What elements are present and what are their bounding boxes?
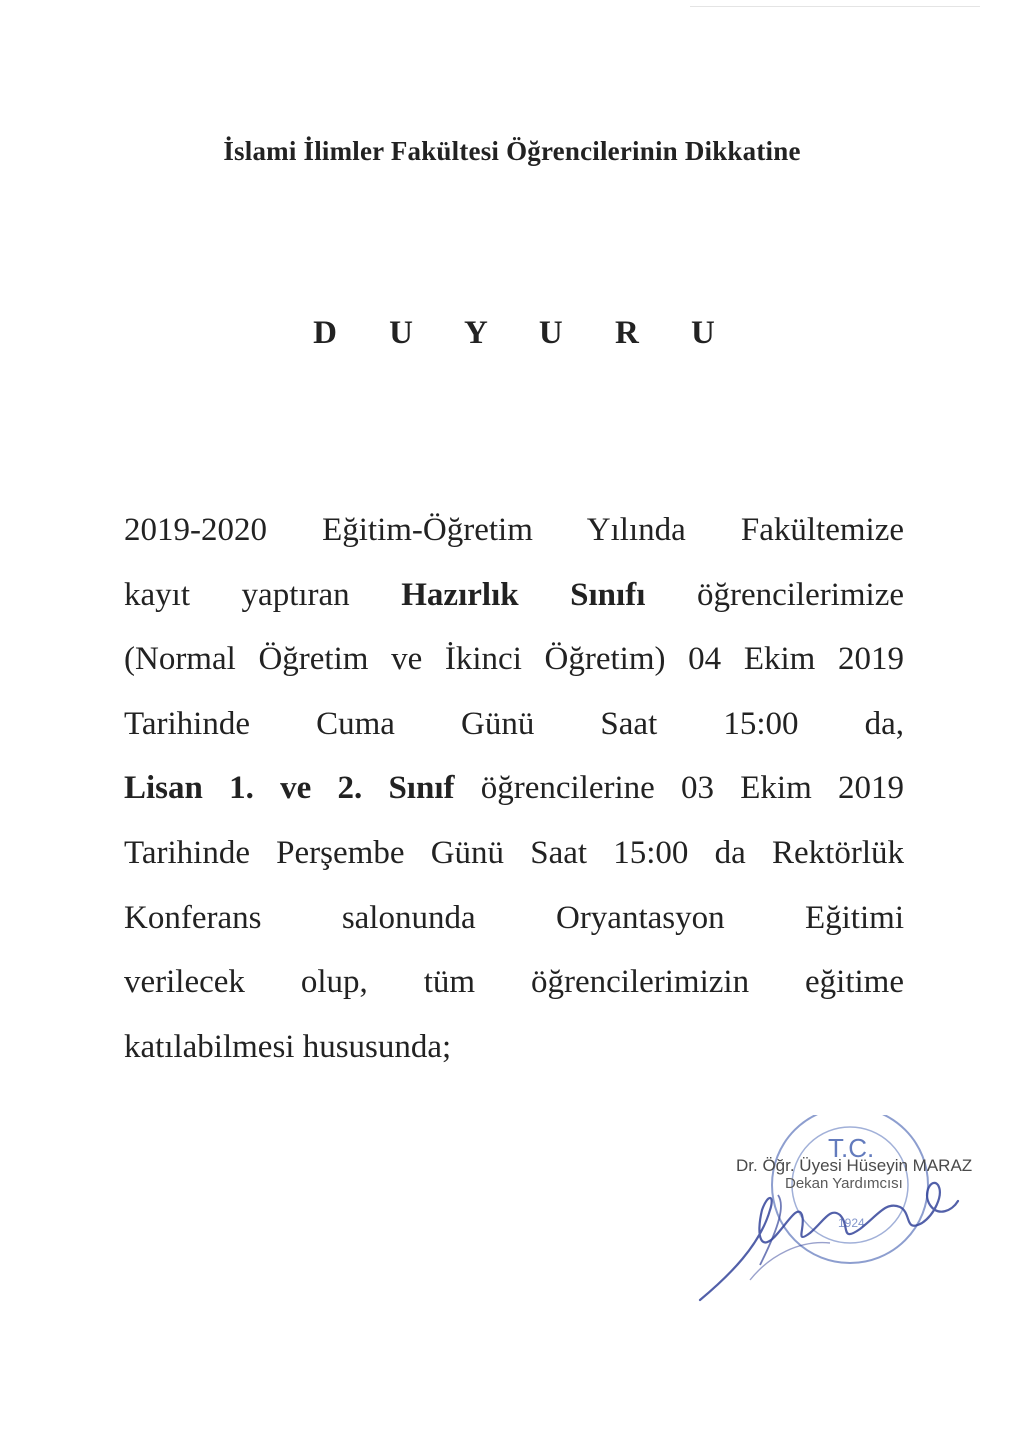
body-line-1: 2019-2020 Eğitim-Öğretim Yılında Fakültemize [124, 512, 904, 548]
official-stamp [690, 1115, 990, 1315]
body-line-7: Konferans salonunda Oryantasyon Eğitimi [124, 899, 904, 936]
body-line-2-start: kayıt yaptıran [124, 576, 402, 613]
body-line-2 [124, 563, 904, 628]
document-heading: İslami İlimler Fakültesi Öğrencilerinin Dikkatine [223, 136, 801, 166]
body-line-9: katılabilmesi hususunda; [124, 1028, 452, 1065]
body-line-5 [124, 756, 904, 821]
stamp-tc-text: T.C. [828, 1133, 875, 1163]
stamp-year-text: 1924 [838, 1216, 865, 1230]
scan-artifact-line [690, 6, 980, 7]
grade-classes-emphasis: Lisan 1. ve 2. Sınıf [124, 770, 455, 807]
announcement-title: D U Y U R U [313, 315, 737, 351]
signatory-title: Dekan Yardımcısı [785, 1175, 903, 1192]
signature-block [690, 1115, 990, 1315]
announcement-body [124, 498, 904, 1079]
signatory-name: Dr. Öğr. Üyesi Hüseyin MARAZ [736, 1156, 973, 1175]
body-line-6: Tarihinde Perşembe Günü Saat 15:00 da Rektörlük [124, 834, 904, 871]
body-line-4: Tarihinde Cuma Günü Saat 15:00 da, [124, 705, 904, 742]
body-line-2-end: öğrencilerimize [645, 576, 905, 613]
body-line-8: verilecek olup, tüm öğrencilerimizin eğitime [124, 964, 904, 1001]
handwritten-signature [700, 1183, 958, 1300]
body-line-5-end: öğrencilerine 03 Ekim 2019 [454, 770, 904, 807]
body-line-3: (Normal Öğretim ve İkinci Öğretim) 04 Ekim 2019 [124, 641, 904, 678]
prep-class-emphasis: Hazırlık Sınıfı [401, 576, 646, 613]
